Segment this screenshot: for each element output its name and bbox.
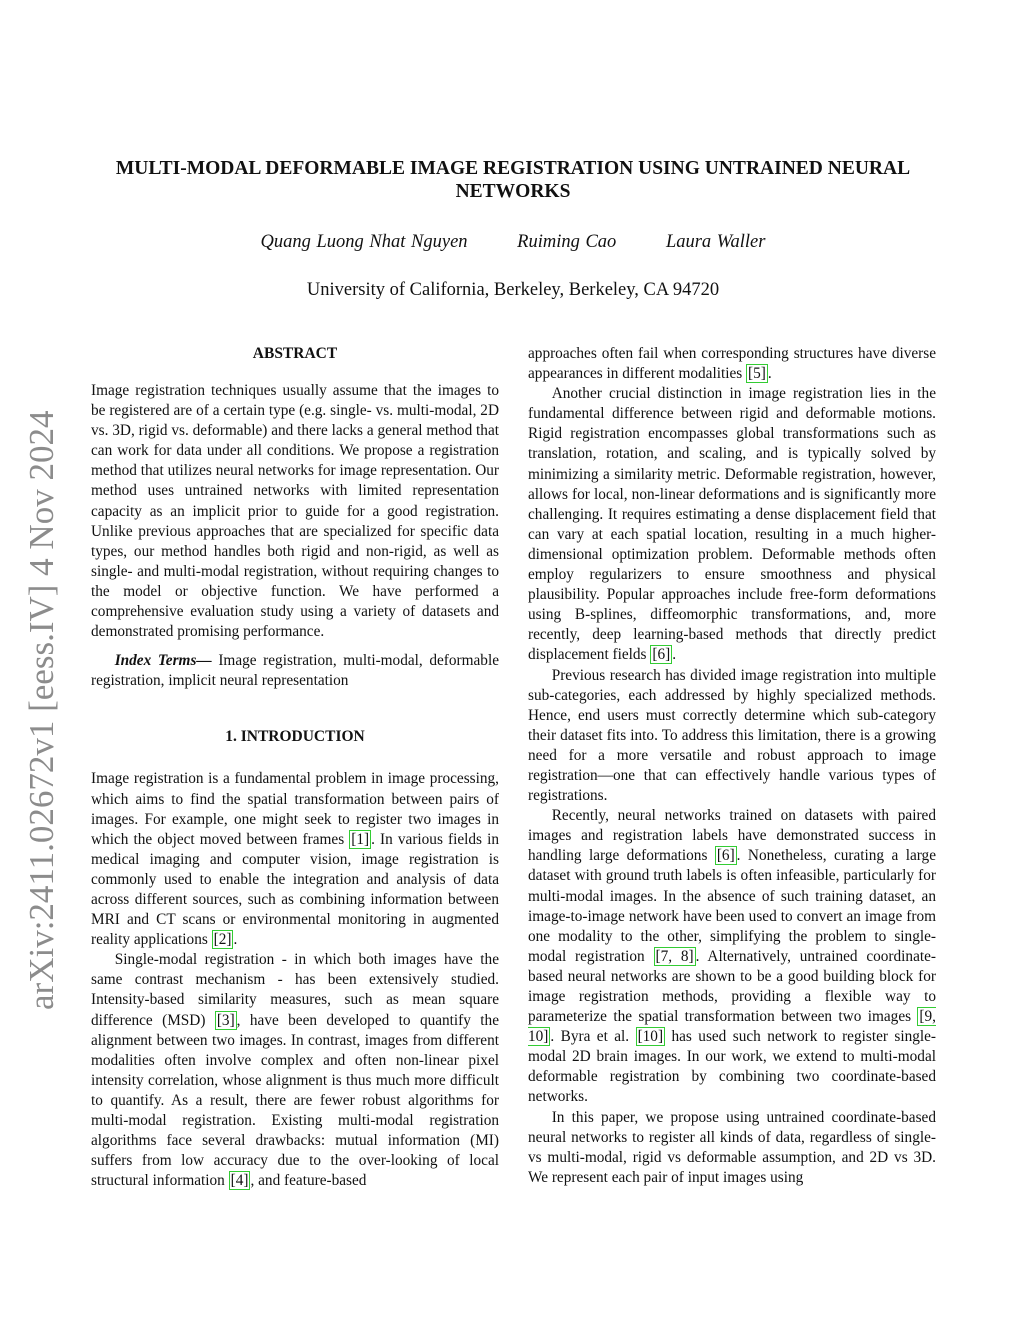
index-terms-label: Index Terms—: [114, 652, 212, 670]
paper-title: MULTI-MODAL DEFORMABLE IMAGE REGISTRATION USING UNTRAINED NEURAL NETWORKS: [115, 158, 911, 202]
intro-paragraph: Single-modal registration - in which both images have the same contrast mechanism - has been extensively studied. Intensity-based similarity measures, such as mean square difference (MSD) [3] , have been developed to quantify the alignment between two images. In contrast, images from different modalities often involve complex and often non-linear pixel intensity correlation, whose alignment is thus much more difficult to quantify. As a result, there are fewer robust algorithms for multi-modal registration. Existing multi-modal registration algorithms face several drawbacks: mutual information (MI) suffers from low accuracy due to the over-looking of local structural information [4] , and feature-based: [91, 951, 499, 1190]
right-column: [528, 344, 936, 1188]
left-column: [91, 344, 499, 1191]
citation-link[interactable]: [5]: [748, 365, 766, 383]
citation-link[interactable]: [2]: [213, 931, 232, 949]
intro-paragraph: approaches often fail when corresponding structures have diverse appearances in different modalities [5] .: [528, 345, 936, 383]
citation-link[interactable]: [10]: [637, 1028, 664, 1046]
citation-link[interactable]: [9, 10]: [528, 1008, 936, 1046]
author-list: [90, 230, 936, 254]
citation-link[interactable]: [1]: [351, 830, 370, 848]
intro-paragraph: Recently, neural networks trained on datasets with paired images and registration labels have demonstrated success in handling large deformations [6] . Nonetheless, curating a large dataset with ground truth labels is often infeasible, particularly for multi-modal images. In the absence of such training dataset, an image-to-image network have been used to convert an image from one modality to the other, simplifying the problem to single-modal registration [7, 8] . Alternatively, untrained coordinate-based neural networks are shown to be a good building block for image registration methods, providing a flexible way to parameterize the spatial transformation between two images [9, 10] . Byra et al. [10] has used such network to register single-modal 2D brain images. In our work, we extend to multi-modal deformable registration by combining two coordinate-based networks.: [528, 807, 937, 1106]
index-terms: [91, 651, 499, 691]
citation-link[interactable]: [6]: [652, 646, 671, 664]
abstract-heading: ABSTRACT: [252, 345, 338, 362]
intro-paragraph: In this paper, we propose using untrained coordinate-based neural networks to register all kinds of data, regardless of single- vs multi-modal, rigid vs deformable assumption, and 2D vs 3D. We represent each pair of input images using: [528, 1108, 936, 1186]
affiliation: University of California, Berkeley, Berkeley, CA 94720: [306, 280, 720, 300]
intro-paragraph: Image registration is a fundamental problem in image processing, which aims to find the spatial transformation between pairs of images. For example, one might seek to register two images in which the object moved between frames [1] . In various fields in medical imaging and computer vision, image registration is commonly used to enable the integration and analysis of data across different sources, such as combining information between MRI and CT scans or environmental monitoring in augmented reality applications [2] .: [91, 770, 499, 949]
intro-paragraph: Another crucial distinction in image registration lies in the fundamental difference between rigid and deformable motions. Rigid registration encompasses global transformations such as translation, rotation, and scaling, and is typically solved by minimizing a similarity metric. Deformable registration, however, allows for local, non-linear deformations and is significantly more challenging. It requires estimating a dense displacement field that can vary at each spatial location, resulting in a much higher-dimensional optimization problem. Deformable methods often employ regularizers to ensure smoothness and physical plausibility. Popular approaches include free-form deformations using B-splines, diffeomorphic transformations, and, more recently, deep learning-based methods that directly predict displacement fields [6] .: [528, 385, 936, 664]
arxiv-identifier: arXiv:2411.02672v1 [eess.IV] 4 Nov 2024: [22, 410, 61, 1010]
section-heading-introduction: 1. INTRODUCTION: [225, 728, 365, 746]
citation-link[interactable]: [6]: [716, 847, 735, 865]
index-terms-text: Image registration, multi-modal, deformable registration, implicit neural representation: [91, 652, 499, 690]
citation-link[interactable]: [3]: [216, 1011, 235, 1029]
author-name: Quang Luong Nhat Nguyen: [260, 232, 468, 252]
intro-paragraph: Previous research has divided image registration into multiple sub-categories, each addressed by highly specialized methods. Hence, end users must correctly determine which sub-category their dataset fits into. To address this limitation, there is a growing need for a more versatile and robust approach to image registration—one that can effectively handle various types of registrations.: [528, 666, 936, 805]
abstract-text: Image registration techniques usually assume that the images to be registered are of a certain type (e.g. single- vs. multi-modal, 2D vs. 3D, rigid vs. deformable) and there lacks a general method that can work for data under all conditions. We propose a registration method that utilizes neural networks for image representation. Our method uses untrained networks with limited representation capacity as an implicit prior to guide for a good registration. Unlike previous approaches that are specialized for specific data types, our method handles both rigid and non-rigid, as well as single- and multi-modal registration, without requiring changes to the model or objective function. We have performed a comprehensive evaluation study using a variety of datasets and demonstrated promising performance.: [91, 382, 499, 641]
author-name: Ruiming Cao: [517, 232, 617, 252]
author-name: Laura Waller: [665, 232, 766, 252]
citation-link[interactable]: [4]: [230, 1172, 249, 1190]
citation-link[interactable]: [7, 8]: [655, 947, 694, 965]
